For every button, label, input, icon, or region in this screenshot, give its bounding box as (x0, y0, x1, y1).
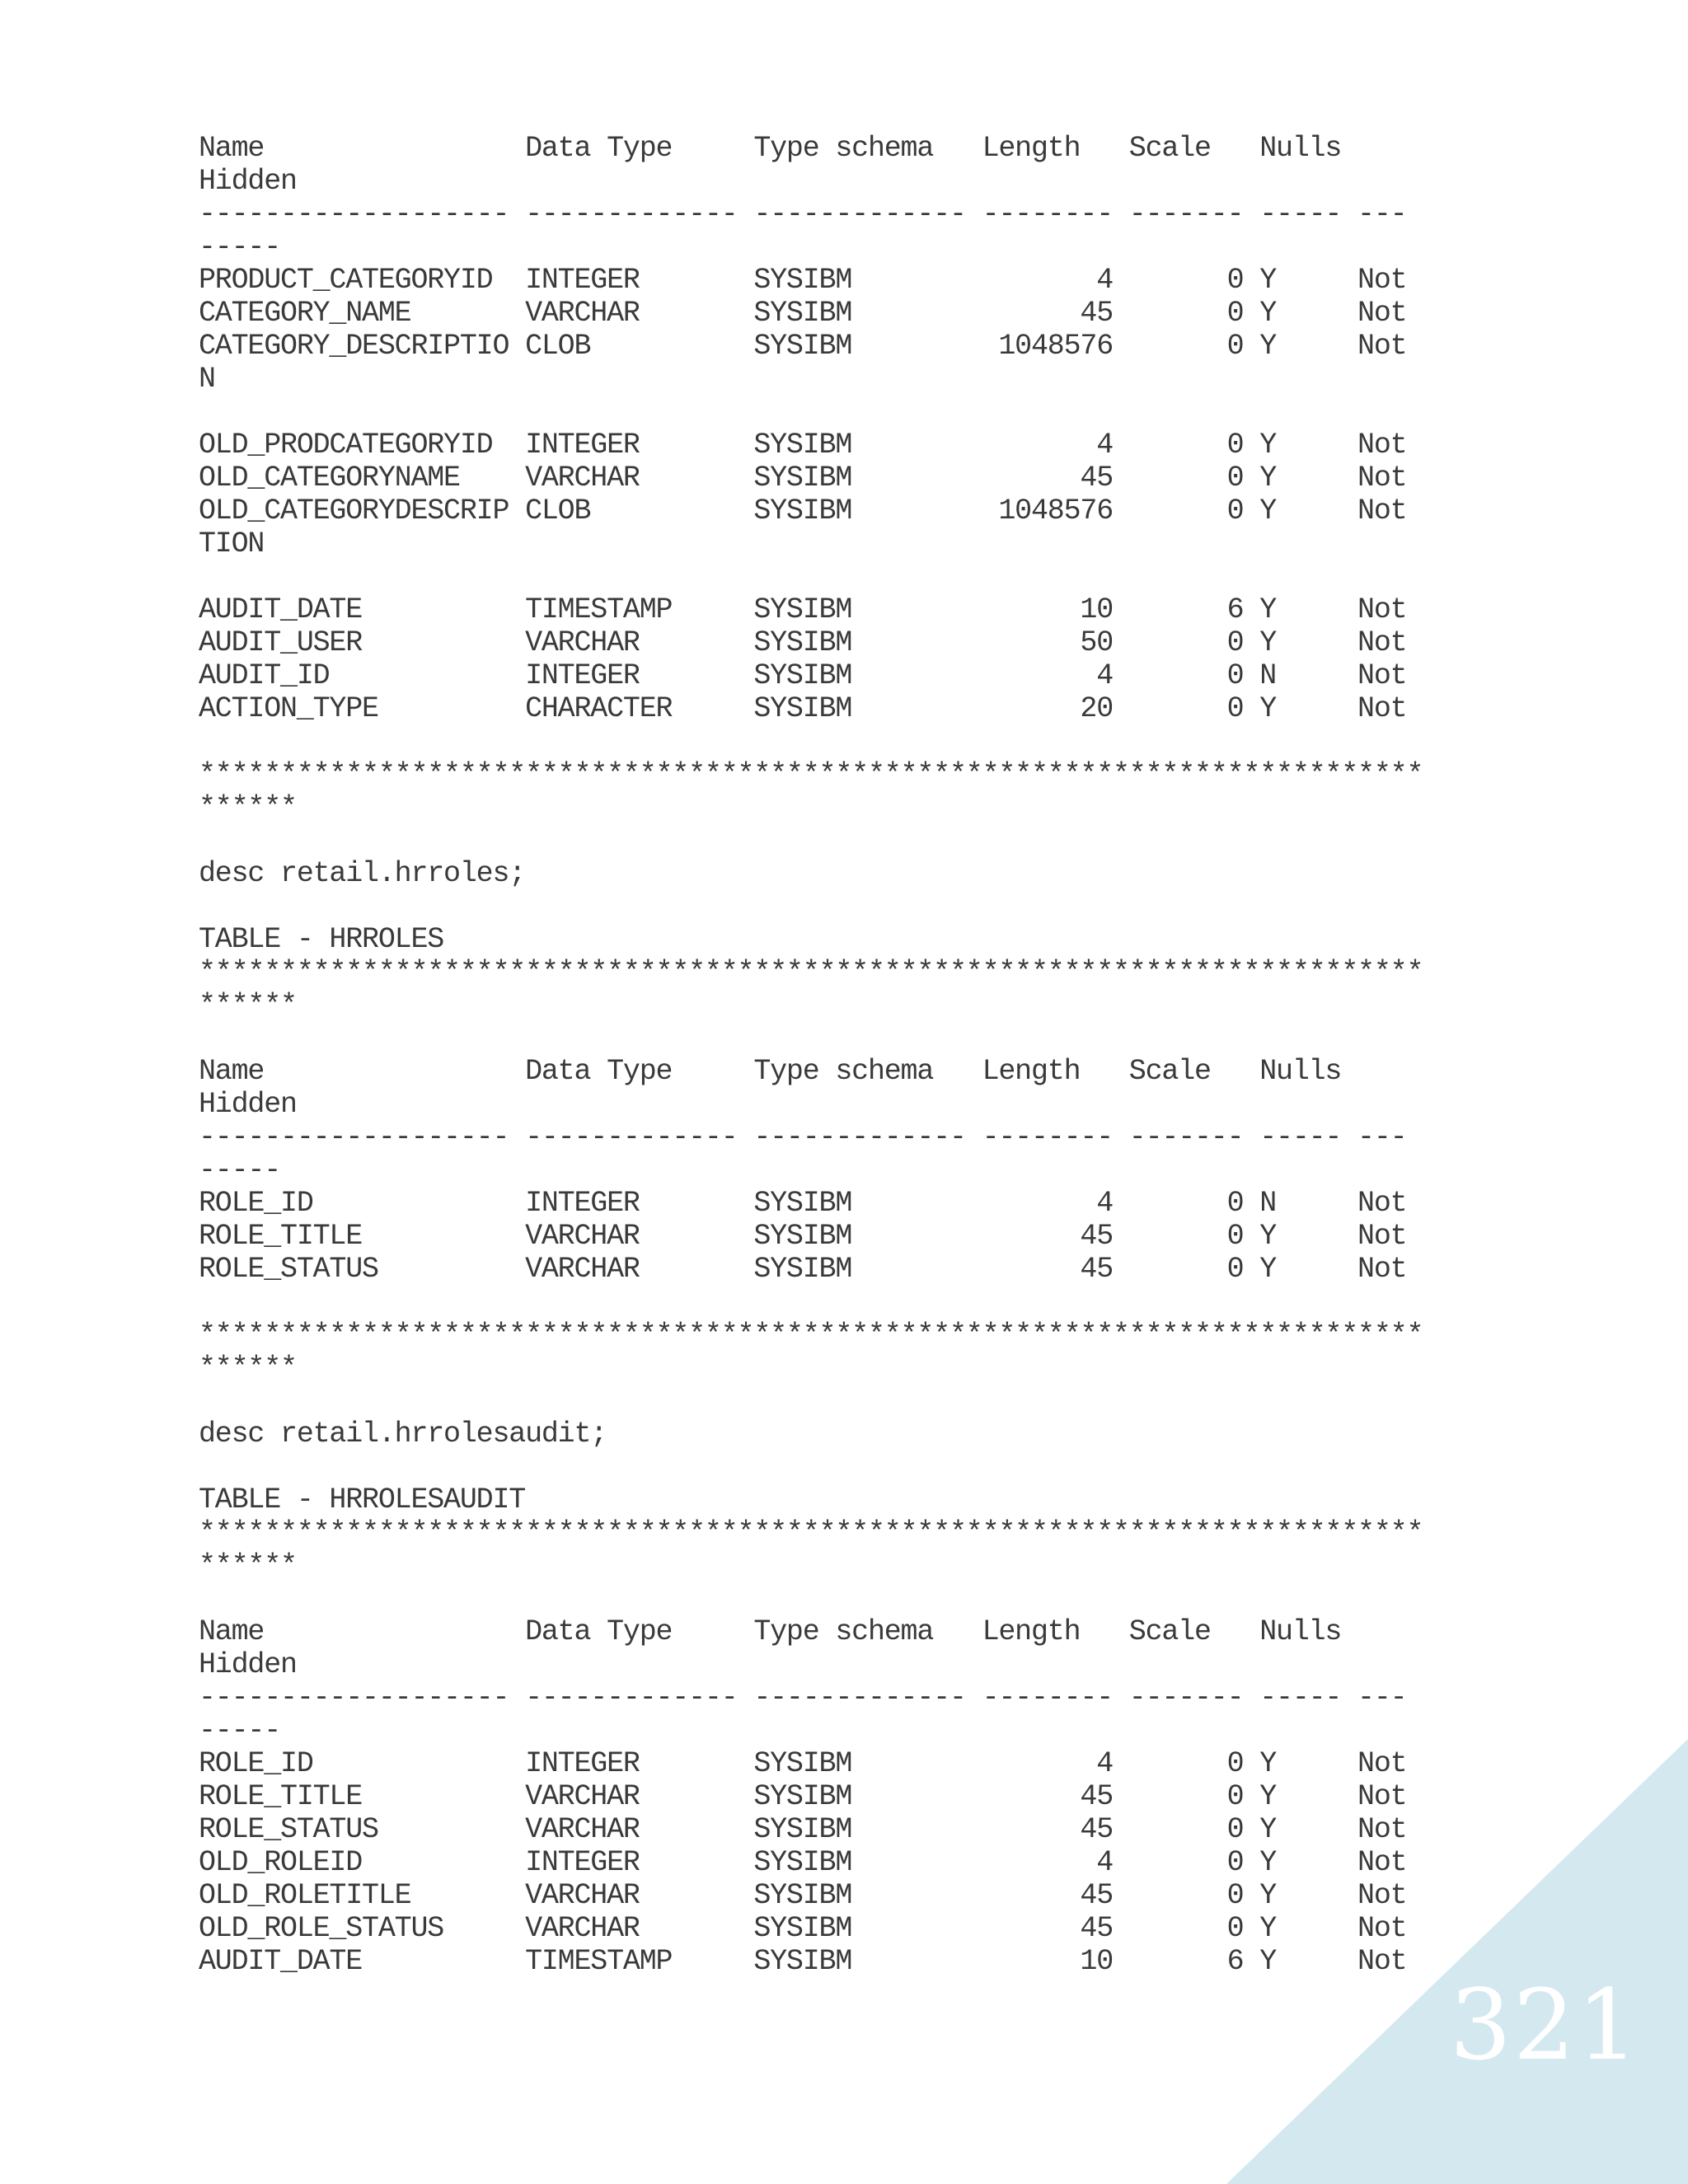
text-line: Name Data Type Type schema Length Scale Nulls (199, 1615, 1342, 1648)
text-line: ROLE_TITLE VARCHAR SYSIBM 45 0 Y Not (199, 1780, 1407, 1813)
text-line: *************************************************************************** (199, 1319, 1423, 1352)
text-line: ------------------- ------------- ------------- -------- ------- ----- --- (199, 198, 1407, 231)
text-line: AUDIT_DATE TIMESTAMP SYSIBM 10 6 Y Not (199, 1945, 1407, 1978)
text-line: OLD_CATEGORYNAME VARCHAR SYSIBM 45 0 Y Not (199, 462, 1407, 494)
text-line (199, 1451, 1423, 1483)
text-line: Name Data Type Type schema Length Scale Nulls (199, 132, 1342, 165)
text-line: OLD_ROLEID INTEGER SYSIBM 4 0 Y Not (199, 1846, 1407, 1879)
text-line (199, 1022, 1423, 1055)
text-line: ------------------- ------------- ------------- -------- ------- ----- --- (199, 1681, 1407, 1714)
text-line: AUDIT_ID INTEGER SYSIBM 4 0 N Not (199, 659, 1407, 692)
text-line: N (199, 363, 215, 396)
text-line: desc retail.hrrolesaudit; (199, 1418, 607, 1451)
text-line: ----- (199, 1714, 281, 1747)
text-line: Hidden (199, 1088, 297, 1121)
text-line: ROLE_STATUS VARCHAR SYSIBM 45 0 Y Not (199, 1813, 1407, 1846)
text-line: *************************************************************************** (199, 956, 1423, 989)
text-line (199, 560, 1423, 593)
text-line: OLD_ROLE_STATUS VARCHAR SYSIBM 45 0 Y Not (199, 1912, 1407, 1945)
text-line (199, 725, 1423, 758)
text-line: ROLE_TITLE VARCHAR SYSIBM 45 0 Y Not (199, 1220, 1407, 1253)
text-line: CATEGORY_NAME VARCHAR SYSIBM 45 0 Y Not (199, 297, 1407, 330)
text-line (199, 1385, 1423, 1418)
text-line: PRODUCT_CATEGORYID INTEGER SYSIBM 4 0 Y Not (199, 264, 1407, 297)
text-line: ACTION_TYPE CHARACTER SYSIBM 20 0 Y Not (199, 692, 1407, 725)
text-line: OLD_PRODCATEGORYID INTEGER SYSIBM 4 0 Y Not (199, 429, 1407, 462)
text-line: ****** (199, 791, 297, 824)
text-line: ROLE_ID INTEGER SYSIBM 4 0 N Not (199, 1187, 1407, 1220)
text-line (199, 1582, 1423, 1615)
text-line: ****** (199, 1549, 297, 1582)
text-line: ----- (199, 231, 281, 264)
text-line: Hidden (199, 1648, 297, 1681)
text-line: OLD_CATEGORYDESCRIP CLOB SYSIBM 1048576 0 Y Not (199, 494, 1407, 527)
text-line: desc retail.hrroles; (199, 857, 526, 890)
text-line: ROLE_STATUS VARCHAR SYSIBM 45 0 Y Not (199, 1253, 1407, 1286)
text-line: Name Data Type Type schema Length Scale Nulls (199, 1055, 1342, 1088)
text-line: CATEGORY_DESCRIPTIO CLOB SYSIBM 1048576 0 Y Not (199, 330, 1407, 363)
text-line: ROLE_ID INTEGER SYSIBM 4 0 Y Not (199, 1747, 1407, 1780)
text-line: ****** (199, 1352, 297, 1385)
text-line: TION (199, 527, 265, 560)
text-line: AUDIT_DATE TIMESTAMP SYSIBM 10 6 Y Not (199, 593, 1407, 626)
text-line: TABLE - HRROLES (199, 923, 444, 956)
text-line: ----- (199, 1154, 281, 1187)
text-line (199, 396, 1423, 429)
text-line: *************************************************************************** (199, 758, 1423, 791)
text-line (199, 1286, 1423, 1319)
text-line: ****** (199, 989, 297, 1022)
text-line (199, 890, 1423, 923)
text-line: TABLE - HRROLESAUDIT (199, 1483, 526, 1516)
page-number: 321 (1449, 1968, 1640, 2082)
document-text (199, 132, 1423, 1978)
text-line: ------------------- ------------- ------------- -------- ------- ----- --- (199, 1121, 1407, 1154)
text-line (199, 824, 1423, 857)
text-line: *************************************************************************** (199, 1516, 1423, 1549)
text-line: Hidden (199, 165, 297, 198)
text-line: AUDIT_USER VARCHAR SYSIBM 50 0 Y Not (199, 626, 1407, 659)
text-line: OLD_ROLETITLE VARCHAR SYSIBM 45 0 Y Not (199, 1879, 1407, 1912)
